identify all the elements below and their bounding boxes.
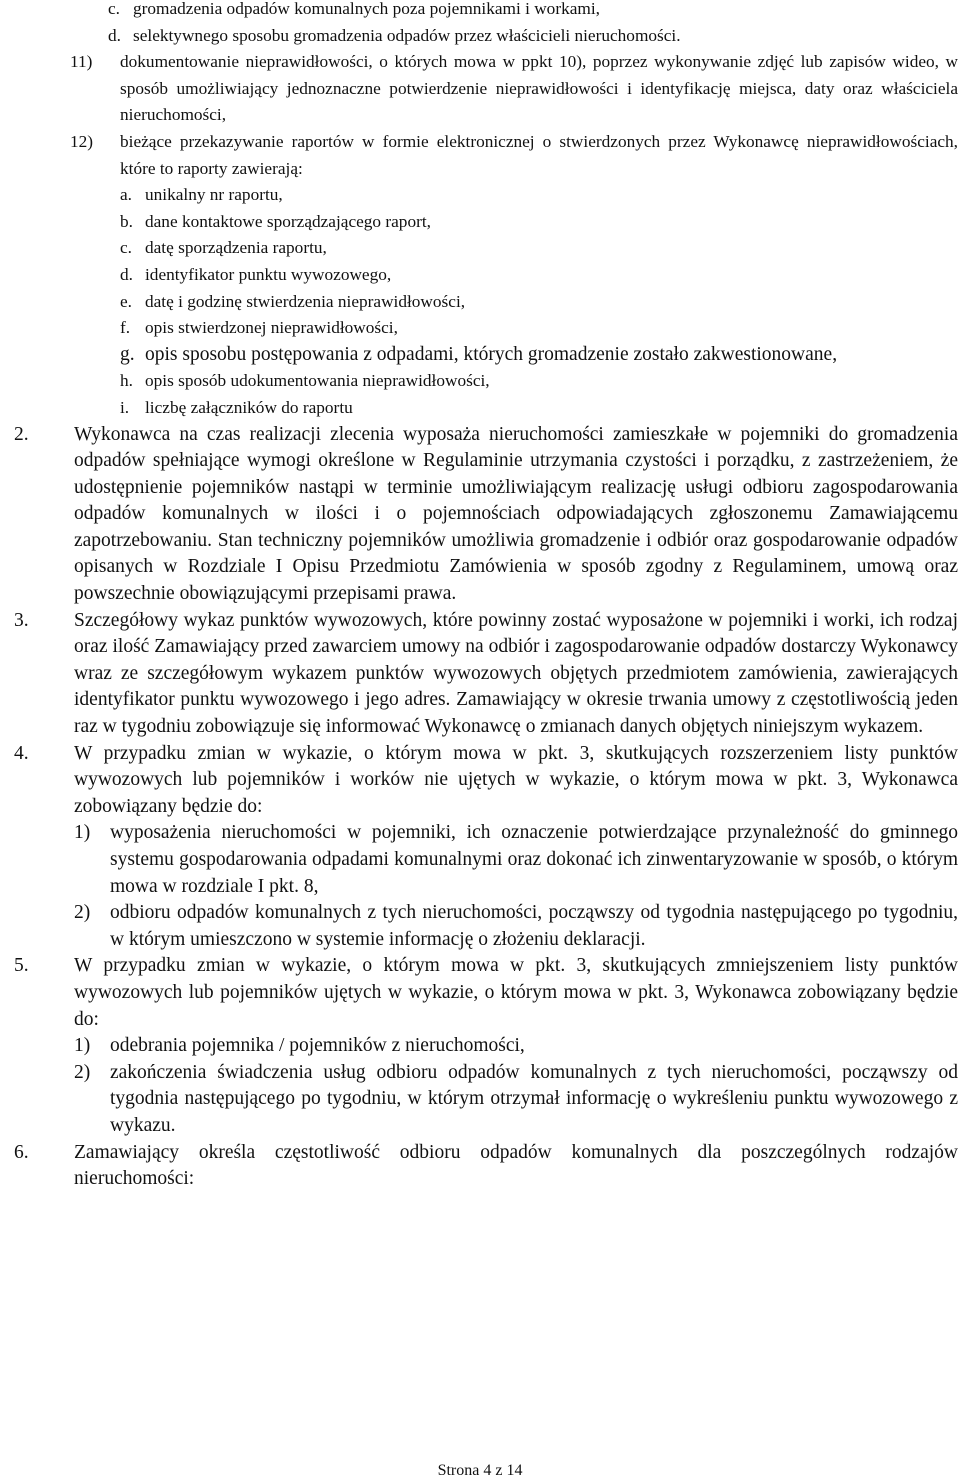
section-6 — [14, 1140, 958, 1193]
sub-item — [74, 1033, 958, 1060]
item-text: datę i godzinę stwierdzenia nieprawidłowości, — [145, 291, 466, 311]
item-text: dane kontaktowe sporządzającego raport, — [145, 211, 431, 231]
item-text: liczbę załączników do raportu — [145, 397, 353, 417]
section-label: 6. — [14, 1141, 29, 1163]
section-label: 2. — [14, 423, 29, 445]
section-2 — [14, 422, 958, 608]
list-item — [120, 315, 958, 342]
section-text: W przypadku zmian w wykazie, o którym mowa w pkt. 3, skutkujących zmniejszeniem listy punktów wywozowych lub pojemników ujętych w wykazie, o którym mowa w pkt. 3, Wykonawca zobowiązany będzie do: — [74, 955, 958, 1030]
numbered-item-11 — [70, 49, 958, 129]
item-label: g. — [120, 343, 135, 365]
sub-item-text: wyposażenia nieruchomości w pojemniki, ich oznaczenie potwierdzające przynależność do gminnego systemu gospodarowania odpadami komunalnymi oraz dokonać ich zinwentaryzowanie w sposób, o którym mowa w rozdziale I pkt. 8, — [110, 822, 958, 897]
section-text: W przypadku zmian w wykazie, o którym mowa w pkt. 3, skutkujących rozszerzeniem listy punktów wywozowych lub pojemników i worków nie ujętych w wykazie, o którym mowa w pkt. 3, Wykonawca zobowiązany będzie do: — [74, 742, 958, 817]
sub-item-text: zakończenia świadczenia usług odbioru odpadów komunalnych z tych nieruchomości, począwszy od tygodnia następującego po tygodniu, w którym otrzymał informację o wykreśleniu punktu wywozowego z wykazu. — [110, 1061, 958, 1136]
item-label: 11) — [70, 52, 93, 72]
section-label: 5. — [14, 955, 29, 977]
item-label: e. — [120, 291, 132, 311]
item-label: h. — [120, 371, 133, 391]
sub-item-label: 1) — [74, 1035, 91, 1057]
list-item — [120, 262, 958, 289]
item-text: gromadzenia odpadów komunalnych poza pojemnikami i workami, — [133, 0, 600, 18]
list-item — [120, 342, 958, 369]
item-text: selektywnego sposobu gromadzenia odpadów przez właścicieli nieruchomości. — [133, 25, 681, 45]
continued-letter-list — [108, 0, 958, 49]
item-text: opis stwierdzonej nieprawidłowości, — [145, 318, 398, 338]
list-item — [120, 209, 958, 236]
item-label: c. — [108, 0, 120, 18]
item-text: datę sporządzenia raportu, — [145, 238, 327, 258]
list-item — [120, 289, 958, 316]
item-label: 12) — [70, 131, 94, 151]
section-text: Wykonawca na czas realizacji zlecenia wyposaża nieruchomości zamieszkałe w pojemniki do gromadzenia odpadów spełniające wymogi określone w Regulaminie utrzymania czystości i porządku, z zastrzeżeniem, że udostępnienie pojemników nastąpi w terminie umożliwiającym realizację usługi odbioru zagospodarowania odpadów komunalnych w ilości i o pojemnościach odpowiadających zgłoszonemu Zamawiającemu zapotrzebowaniu. Stan techniczny pojemników umożliwia gromadzenie i odbiór oraz gospodarowanie odpadów opisanych w Rozdziale I Opisu Przedmiotu Zamówienia w sposób zgodny z Regulaminem, umową oraz powszechnie obowiązującymi przepisami prawa. — [74, 423, 958, 605]
section-5 — [14, 953, 958, 1139]
item-text: unikalny nr raportu, — [145, 185, 283, 205]
item-text: dokumentowanie nieprawidłowości, o których mowa w ppkt 10), poprzez wykonywanie zdjęć lub zapisów wideo, w sposób umożliwiający jednoznaczne potwierdzenie nieprawidłowości i identyfikację miejsca, daty oraz właściciela nieruchomości, — [120, 52, 958, 125]
sub-item — [74, 820, 958, 900]
sub-item-text: odbioru odpadów komunalnych z tych nieruchomości, począwszy od tygodnia następującego po tygodniu, w którym umieszczono w systemie informację o złożeniu deklaracji. — [110, 902, 958, 950]
report-contents-list — [120, 182, 958, 421]
list-item — [108, 0, 958, 23]
sub-item-label: 2) — [74, 902, 91, 924]
sub-item — [74, 1060, 958, 1140]
item-text: opis sposobu postępowania z odpadami, których gromadzenie zostało zakwestionowane, — [145, 343, 838, 365]
item-label: c. — [120, 238, 132, 258]
page-number-footer: Strona 4 z 14 — [437, 1462, 523, 1479]
item-label: d. — [120, 264, 133, 284]
document-body — [14, 0, 958, 1193]
sub-item-label: 2) — [74, 1061, 91, 1083]
item-label: a. — [120, 185, 132, 205]
list-item — [108, 23, 958, 50]
section-4 — [14, 741, 958, 954]
section-text: Zamawiający określa częstotliwość odbioru odpadów komunalnych dla poszczególnych rodzajów nieruchomości: — [74, 1141, 958, 1190]
section-text: Szczegółowy wykaz punktów wywozowych, które powinny zostać wyposażone w pojemniki i worki, ich rodzaj oraz ilość Zamawiający przed zawarciem umowy na odbiór i zagospodarowanie odpadów dostarczy Wykonawcy wraz ze szczegółowym wykazem punktów wywozowych objętych przedmiotem zamówienia, zawierających identyfikator punktu wywozowego i jego adres. Zamawiający w okresie trwania umowy z częstotliwością jeden raz w tygodniu zobowiązuje się informować Wykonawcę o zmianach danych objętych niniejszym wykazem. — [74, 609, 958, 738]
item-label: i. — [120, 397, 130, 417]
list-item — [120, 395, 958, 422]
list-item — [120, 235, 958, 262]
item-text: bieżące przekazywanie raportów w formie elektronicznej o stwierdzonych przez Wykonawcę nieprawidłowościach, które to raporty zawierają: — [120, 131, 958, 178]
item-text: opis sposób udokumentowania nieprawidłowości, — [145, 371, 490, 391]
list-item — [120, 182, 958, 209]
list-item — [120, 368, 958, 395]
item-label: f. — [120, 318, 131, 338]
item-text: identyfikator punktu wywozowego, — [145, 264, 392, 284]
item-label: b. — [120, 211, 133, 231]
section-3 — [14, 608, 958, 741]
section-label: 3. — [14, 609, 29, 631]
sub-item-text: odebrania pojemnika / pojemników z nieruchomości, — [110, 1035, 525, 1057]
item-label: d. — [108, 25, 121, 45]
sub-item-label: 1) — [74, 822, 91, 844]
sub-item — [74, 900, 958, 953]
section-label: 4. — [14, 742, 29, 764]
numbered-item-12 — [70, 129, 958, 182]
